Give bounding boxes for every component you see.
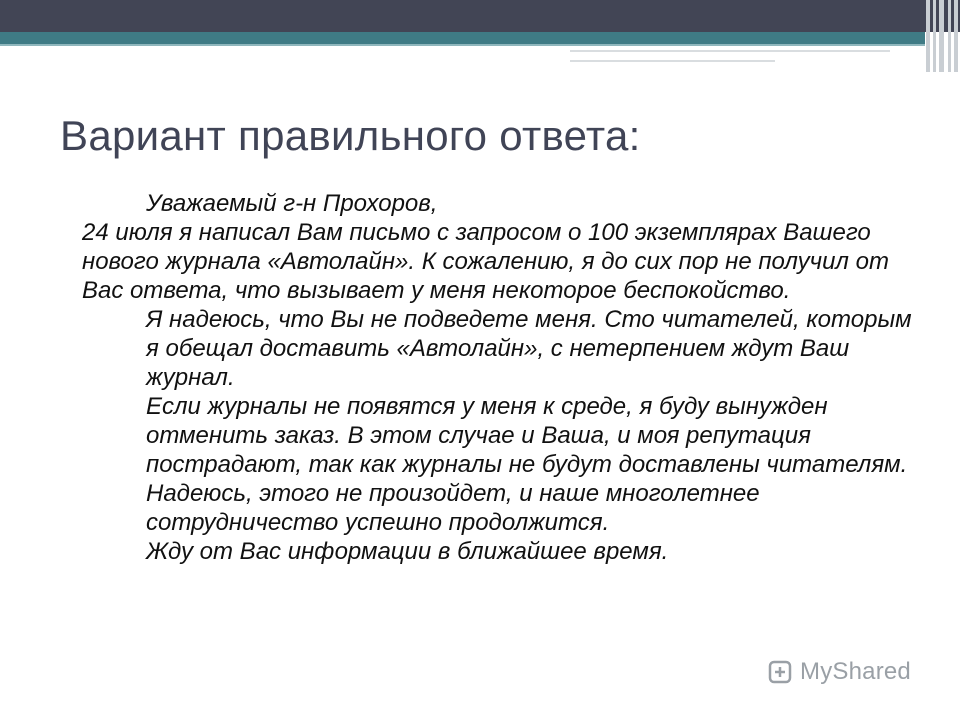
letter-paragraph-3: Если журналы не появятся у меня к среде, я буду вынужден отменить заказ. В этом случае и Ваша, и моя репутация пострадают, так как журналы не будут доставлены читателям. Надеюсь, этого не произойдет, и наше многолетнее сотрудничество успешно продолжится. <box>146 393 908 536</box>
decor-line-2 <box>570 60 775 62</box>
letter-paragraph-2: Я надеюсь, что Вы не подведете меня. Сто читателей, которым я обещал доставить «Автолайн», с нетерпением ждут Ваш журнал. <box>146 306 912 391</box>
teal-accent-band <box>0 32 925 44</box>
letter-body <box>82 189 912 566</box>
watermark <box>768 658 911 686</box>
myshared-logo-icon <box>768 660 792 684</box>
decor-line-1 <box>570 50 890 52</box>
letter-greeting: Уважаемый г-н Прохоров, <box>146 190 438 217</box>
right-decor-bars <box>924 0 960 72</box>
watermark-text: MyShared <box>800 658 911 685</box>
top-dark-band <box>0 0 960 32</box>
letter-paragraph-1: 24 июля я написал Вам письмо с запросом о 100 экземплярах Вашего нового журнала «Автолайн». К сожалению, я до сих пор не получил от Вас ответа, что вызывает у меня некоторое беспокойство. <box>82 219 889 304</box>
slide-title: Вариант правильного ответа: <box>60 112 641 159</box>
letter-closing: Жду от Вас информации в ближайшее время. <box>146 538 669 565</box>
teal-accent-line <box>0 44 925 46</box>
